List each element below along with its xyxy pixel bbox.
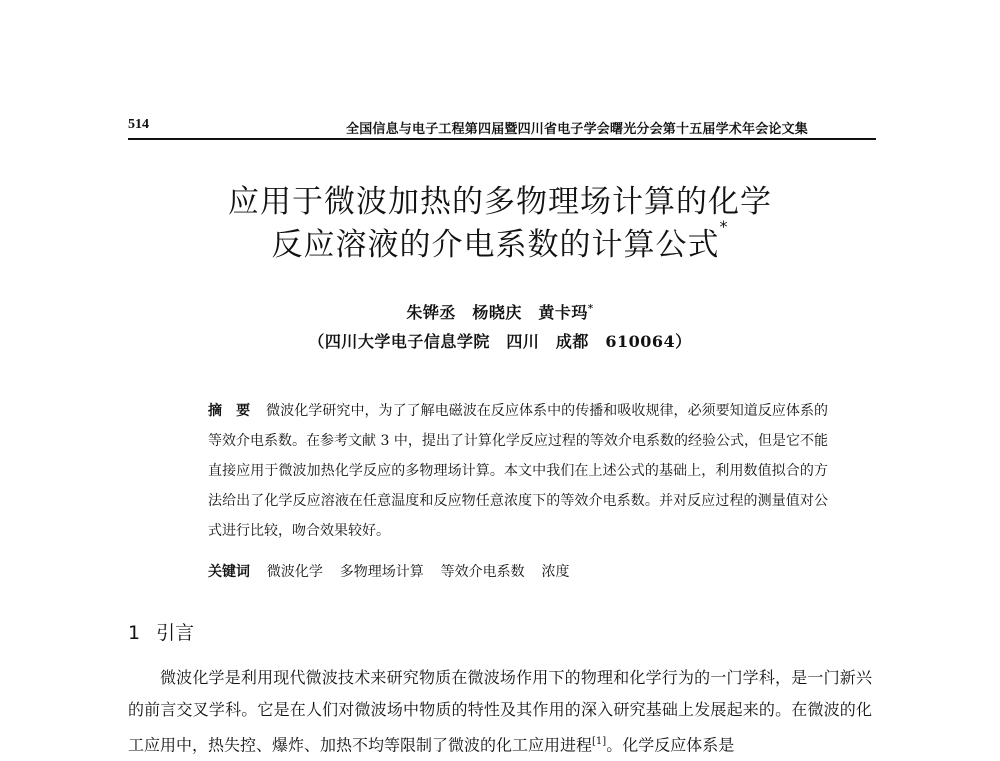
page-number: 514 [128, 117, 149, 132]
abstract-label: 摘 要 [208, 403, 251, 419]
keywords-line [208, 561, 570, 581]
title-line-1-text: 应用于微波加热的多物理场计算的化学 [228, 184, 772, 220]
paper-title-line-2 [0, 219, 1000, 264]
body-text-part-2: 。化学反应体系是 [606, 735, 735, 755]
keyword: 微波化学 [266, 564, 323, 580]
abstract-block [178, 396, 828, 546]
keyword: 多物理场计算 [339, 564, 424, 580]
citation-marker: [1] [592, 736, 607, 747]
running-header: 全国信息与电子工程第四届暨四川省电子学会曙光分会第十五届学术年会论文集 [346, 122, 809, 137]
abstract-text: 微波化学研究中，为了了解电磁波在反应体系中的传播和吸收规律，必须要知道反应体系的等效介电系数。在参考文献 3 中，提出了计算化学反应过程的等效介电系数的经验公式，但是它不能直接应用于微波加热化学反应的多物理场计算。本文中我们在上述公式的基础上，利用数值拟合的方法给出了化学反应溶液在任意温度和反应物任意浓度下的等效介电系数。并对反应过程的测量值对公式进行比较，吻合效果较好。 [208, 403, 829, 539]
keyword: 等效介电系数 [440, 564, 525, 580]
title-footnote-marker: * [719, 217, 729, 236]
author-list [0, 300, 1000, 323]
section-number: 1 [128, 622, 141, 644]
body-text-part-1: 微波化学是利用现代微波技术来研究物质在微波场作用下的物理和化学行为的一门学科，是一门新兴的前言交叉学科。它是在人们对微波场中物质的特性及其作用的深入研究基础上发展起来的。在微波的化工应用中，热失控、爆炸、加热不均等限制了微波的化工应用进程 [128, 668, 872, 755]
title-line-2-text: 反应溶液的介电系数的计算公式 [271, 227, 720, 263]
section-title: 引言 [156, 622, 195, 644]
body-paragraph [128, 662, 872, 761]
authors-text: 朱铧丞 杨晓庆 黄卡玛 [406, 303, 588, 322]
section-heading [128, 618, 194, 645]
paper-title-line-1 [0, 176, 1000, 221]
keywords-label: 关键词 [208, 564, 250, 580]
keyword: 浓度 [541, 564, 570, 580]
affiliation: （四川大学电子信息学院 四川 成都 610064） [308, 332, 692, 351]
header-rule [128, 138, 876, 140]
author-footnote-marker: * [587, 303, 594, 315]
